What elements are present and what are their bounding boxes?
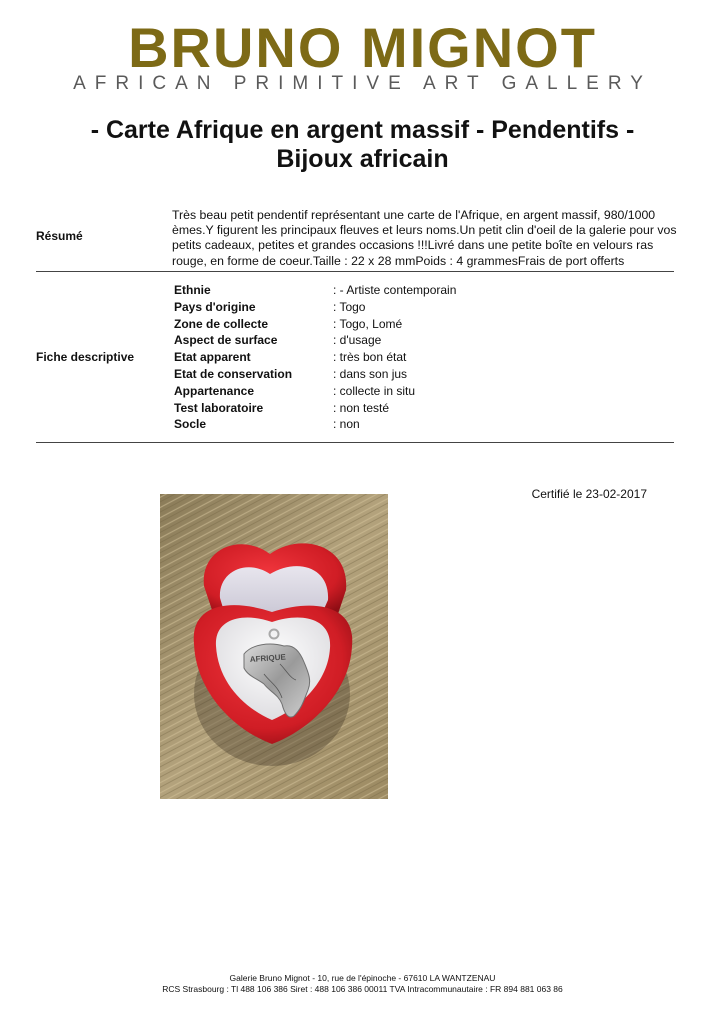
product-photo xyxy=(160,494,388,799)
spec-key: Etat de conservation xyxy=(174,367,293,381)
spec-key: Pays d'origine xyxy=(174,299,256,314)
pendant-photo-svg xyxy=(160,494,388,799)
spec-key: Appartenance xyxy=(174,383,255,398)
gallery-logo: BRUNO MIGNOT xyxy=(128,16,597,79)
spec-value: : d'usage xyxy=(333,333,382,348)
divider-fiche xyxy=(36,442,674,443)
title-line-1: - Carte Afrique en argent massif - Pendentifs - xyxy=(90,116,635,144)
footer-registration: RCS Strasbourg : Tl 488 106 386 Siret : 488 106 386 00011 TVA Intracommunautaire : FR 894 881 063 86 xyxy=(162,984,563,994)
footer-address: Galerie Bruno Mignot - 10, rue de l'épinoche - 67610 LA WANTZENAU xyxy=(229,973,496,983)
spec-key: Aspect de surface xyxy=(174,333,278,348)
spec-key: Ethnie xyxy=(174,283,211,297)
spec-key: Test laboratoire xyxy=(174,400,264,415)
page-title xyxy=(60,116,665,174)
pendant-engraving: AFRIQUE xyxy=(249,652,287,664)
fiche-label: Fiche descriptive xyxy=(36,350,135,364)
spec-key: Zone de collecte xyxy=(174,316,269,331)
spec-value: : non testé xyxy=(333,400,390,415)
spec-value: : Togo xyxy=(333,299,366,314)
summary-text: Très beau petit pendentif représentant une carte de l'Afrique, en argent massif, 980/1000 èmes.Y figurent les principaux fleuves et leurs noms.Un petit clin d'oeil de la galerie pour vos petits cadeaux, petites et grandes occasions !!!Livré dans une petite boîte en velours ras rouge, en forme de coeur.Taille : 22 x 28 mmPoids : 4 grammesFrais de port offerts xyxy=(172,208,677,268)
spec-value: : collecte in situ xyxy=(333,383,416,398)
gallery-tagline: AFRICAN PRIMITIVE ART GALLERY xyxy=(73,73,652,94)
summary-label: Résumé xyxy=(36,229,83,243)
spec-value: : Togo, Lomé xyxy=(333,316,403,331)
title-line-2: Bijoux africain xyxy=(276,145,449,173)
divider-summary xyxy=(36,271,674,272)
spec-value: : très bon état xyxy=(333,350,407,365)
spec-key: Etat apparent xyxy=(174,350,251,365)
spec-value: : - Artiste contemporain xyxy=(333,283,457,297)
spec-key: Socle xyxy=(174,417,207,432)
certified-date: Certifié le 23-02-2017 xyxy=(531,487,647,501)
spec-value: : dans son jus xyxy=(333,367,408,381)
spec-value: : non xyxy=(333,417,360,432)
